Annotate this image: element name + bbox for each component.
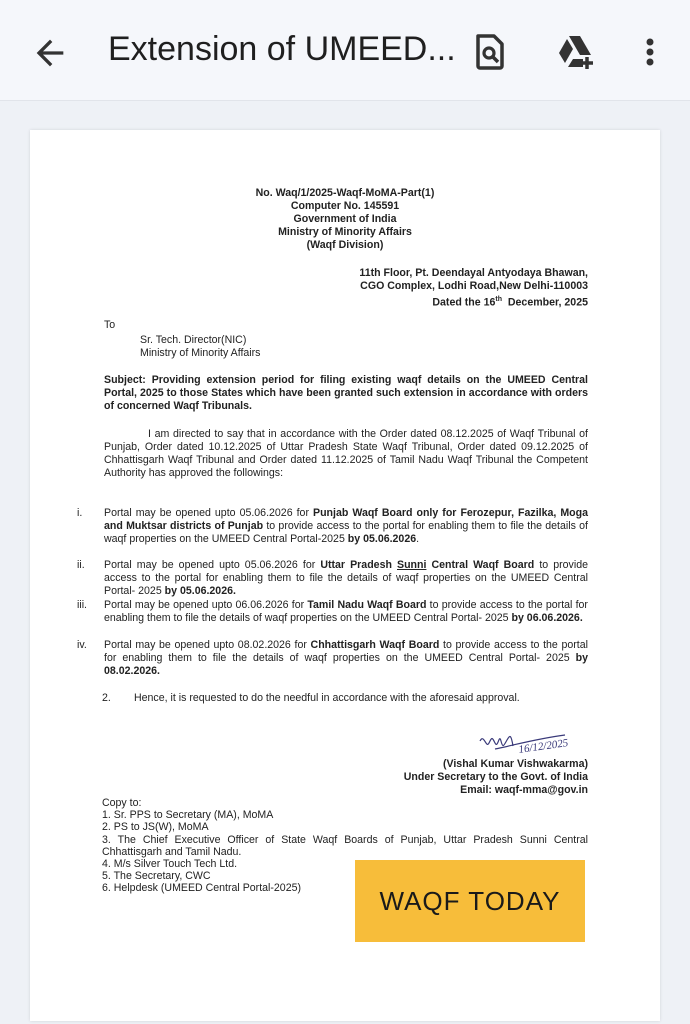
item-number: iv. [77,639,87,651]
signatory-email: Email: waqf-mma@gov.in [460,784,588,796]
back-button[interactable] [30,33,70,73]
copy-to-item: 5. The Secretary, CWC [102,870,211,883]
more-options-button[interactable] [628,30,672,74]
computer-number: Computer No. 145591 [290,200,400,212]
item-text: by 06.06.2026. [511,612,583,624]
item-text: to provide access to the portal for enabling them to file the details of waqf properties on the UMEED Central Portal- 2025 [104,639,588,664]
copy-to-item: 2. PS to JS(W), MoMA [102,821,209,834]
government: Government of India [293,213,397,225]
item-number: i. [77,507,83,519]
drive-add-icon [554,30,598,74]
to-label: To [104,319,116,331]
copy-to-item: 6. Helpdesk (UMEED Central Portal-2025) [102,882,302,895]
item-text: Tamil Nadu Waqf Board [307,599,427,611]
document-title: Extension of UMEED... [108,30,456,68]
approval-item [77,559,588,598]
subject: Subject: Providing extension period for filing existing waqf details on the UMEED Central Portal, 2025 to those States which have been granted such extension in accordance with orders of concerned Waqf Tribunals. [104,374,588,412]
recipient-line: Ministry of Minority Affairs [140,347,261,359]
watermark-banner: WAQF TODAY [355,860,585,942]
svg-text:16/12/2025: 16/12/2025 [517,737,570,756]
date-sup: th [495,296,502,303]
item-text: Uttar Pradesh [320,559,397,571]
find-in-document-button[interactable] [468,30,512,74]
item-text: Chhattisgarh Waqf Board [310,639,440,651]
item-text: Portal may be opened upto 06.06.2026 for [104,599,308,611]
approval-item [77,639,588,678]
recipient [140,334,260,360]
item-text: by 05.06.2026. [164,585,236,597]
reference-number: No. Waq/1/2025-Waqf-MoMA-Part(1) [255,187,435,199]
address-line: 11th Floor, Pt. Deendayal Antyodaya Bhawan, [359,267,588,279]
add-to-drive-button[interactable] [554,30,598,74]
item-text: Portal may be opened upto 05.06.2026 for [104,507,313,519]
date-text: December, 2025 [502,296,588,309]
item-text: Portal may be opened upto 05.06.2026 for [104,559,321,571]
item-text: to provide access to the portal for enabling them to file the details of waqf properties on the UMEED Central Portal- 2025 [104,599,588,624]
letter-date [230,293,588,310]
division: (Waqf Division) [306,239,384,251]
copy-to-item: 3. The Chief Executive Officer of State Waqf Boards of Punjab, Uttar Pradesh Sunni Central Chhattisgarh and Tamil Nadu. [102,833,588,858]
item-text: by 05.06.2026 [347,533,417,545]
signatory-designation: Under Secretary to the Govt. of India [403,771,588,783]
item-text: Punjab Waqf Board only for Ferozepur, Fazilka, Moga and Muktsar districts of Punjab [104,507,588,532]
document-page [30,130,660,1021]
approval-item [77,507,588,546]
signatory [230,758,588,797]
para2: Hence, it is requested to do the needful in accordance with the aforesaid approval. [134,692,520,704]
item-number: ii. [77,559,85,571]
item-text: Portal may be opened upto 08.02.2026 for [104,639,311,651]
copy-to-item: 1. Sr. PPS to Secretary (MA), MoMA [102,809,274,822]
item-text: . [416,533,420,545]
recipient-line: Sr. Tech. Director(NIC) [140,334,247,346]
item-number: iii. [77,599,88,611]
more-vert-icon [628,30,672,74]
signature [475,727,595,759]
item-text: to provide access to the portal for enabling them to file the details of waqf properties on the UMEED Central Portal-2025 [104,520,588,545]
address-line: CGO Complex, Lodhi Road,New Delhi-110003 [360,280,588,292]
item-text: Sunni [397,559,427,571]
copy-to-item: 4. M/s Silver Touch Tech Ltd. [102,858,238,871]
letter-address [230,267,588,310]
para2-number: 2. [102,692,111,704]
ministry: Ministry of Minority Affairs [278,226,412,238]
date-text: Dated the 16 [432,296,496,309]
arrow-left-icon [30,33,70,73]
document-search-icon [468,30,512,74]
app-bar [0,0,690,101]
signatory-name: (Vishal Kumar Vishwakarma) [442,758,588,770]
intro-paragraph: I am directed to say that in accordance with the Order dated 08.12.2025 of Waqf Tribunal of Punjab, Order dated 10.12.2025 of Uttar Pradesh State Waqf Tribunal, Order dated 09.12.2025 of Chhattisgarh Waqf Tribunal and Order dated 11.12.2025 of Tamil Nadu Waqf Tribunal the Competent Authority has approved the followings: [104,428,588,479]
copy-to-label: Copy to: [102,797,142,809]
item-text: by 08.02.2026. [104,652,588,677]
item-text: Central Waqf Board [426,559,535,571]
letter-header [30,187,660,252]
approval-item [77,599,588,625]
item-text: to provide access to the portal for enabling them to file the details of waqf properties on the UMEED Central Portal- 2025 [104,559,588,597]
